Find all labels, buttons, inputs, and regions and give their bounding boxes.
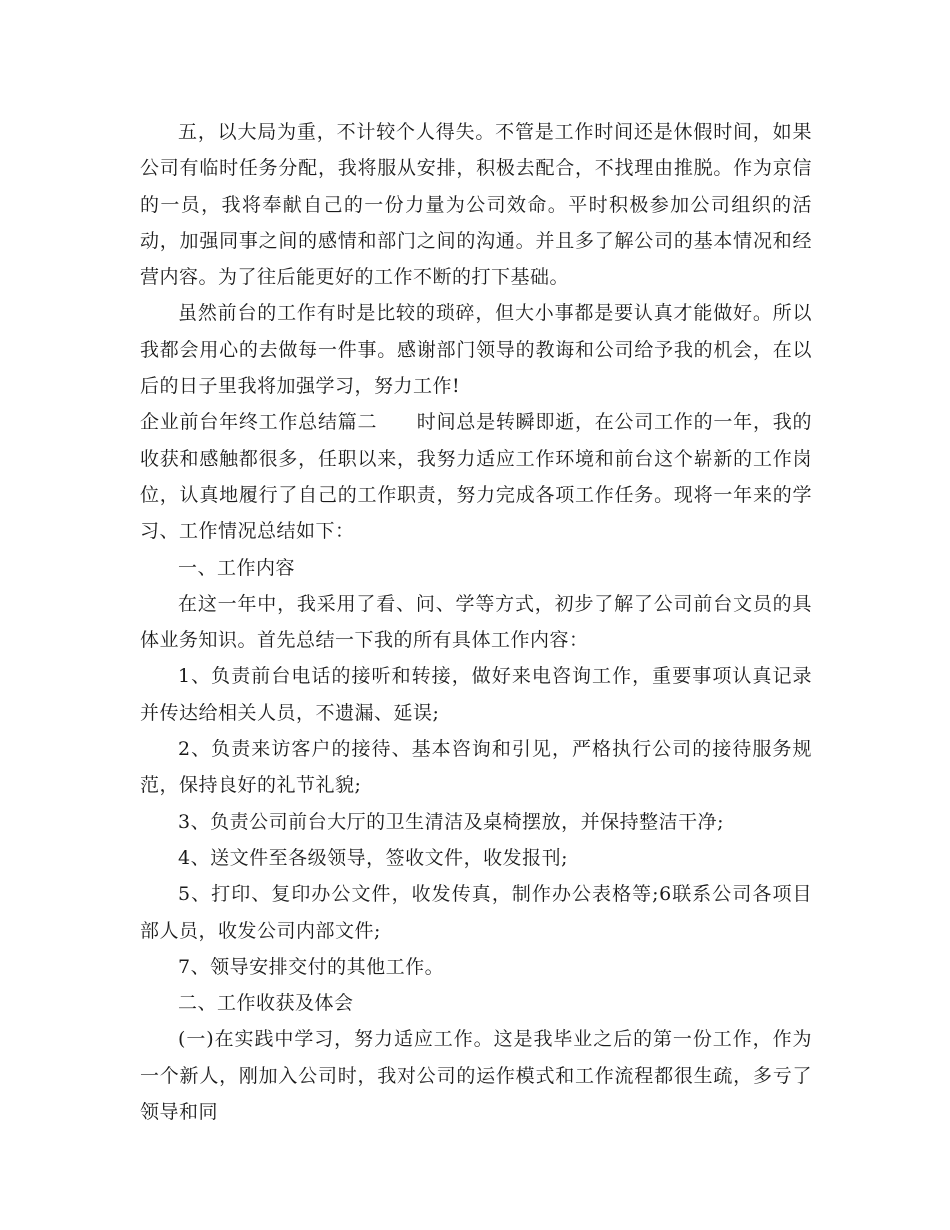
list-item-7: 7、领导安排交付的其他工作。: [178, 955, 445, 978]
document-body: [140, 114, 812, 1130]
list-item-5: 5、打印、复印办公文件，收发传真，制作办公表格等;6联系公司各项目部人员，收发公司内部文件;: [140, 883, 812, 942]
paragraph-work-content-intro: 在这一年中，我采用了看、问、学等方式，初步了解了公司前台文员的具体业务知识。首先总结一下我的所有具体工作内容：: [140, 592, 812, 652]
list-item-1: 1、负责前台电话的接听和转接，做好来电咨询工作，重要事项认真记录并传达给相关人员，不遗漏、延误;: [140, 665, 812, 724]
paragraph-learning-in-practice: (一)在实践中学习，努力适应工作。这是我毕业之后的第一份工作，作为一个新人，刚加入公司时，我对公司的运作模式和工作流程都很生疏，多亏了领导和同: [140, 1028, 812, 1124]
list-item-3: 3、负责公司前台大厅的卫生清洁及桌椅摆放，并保持整洁干净;: [178, 810, 724, 833]
paragraph-teamwork: 五，以大局为重，不计较个人得失。不管是工作时间还是休假时间，如果公司有临时任务分配，我将服从安排，积极去配合，不找理由推脱。作为京信的一员，我将奉献自己的一份力量为公司效命。平时积极参加公司组织的活动，加强同事之间的感情和部门之间的沟通。并且多了解公司的基本情况和经营内容。为了往后能更好的工作不断的打下基础。: [140, 121, 812, 289]
paragraph-section-two-intro: 企业前台年终工作总结篇二 时间总是转瞬即逝，在公司工作的一年，我的收获和感触都很多，任职以来，我努力适应工作环境和前台这个崭新的工作岗位，认真地履行了自己的工作职责，努力完成各项工作任务。现将一年来的学习、工作情况总结如下：: [140, 411, 812, 543]
paragraph-closing: 虽然前台的工作有时是比较的琐碎，但大小事都是要认真才能做好。所以我都会用心的去做每一件事。感谢部门领导的教诲和公司给予我的机会，在以后的日子里我将加强学习，努力工作!: [140, 302, 812, 398]
list-item-2: 2、负责来访客户的接待、基本咨询和引见，严格执行公司的接待服务规范，保持良好的礼节礼貌;: [140, 738, 812, 797]
heading-work-gains: 二、工作收获及体会: [178, 992, 354, 1015]
list-item-4: 4、送文件至各级领导，签收文件，收发报刊;: [178, 846, 568, 869]
heading-work-content: 一、工作内容: [178, 556, 296, 579]
